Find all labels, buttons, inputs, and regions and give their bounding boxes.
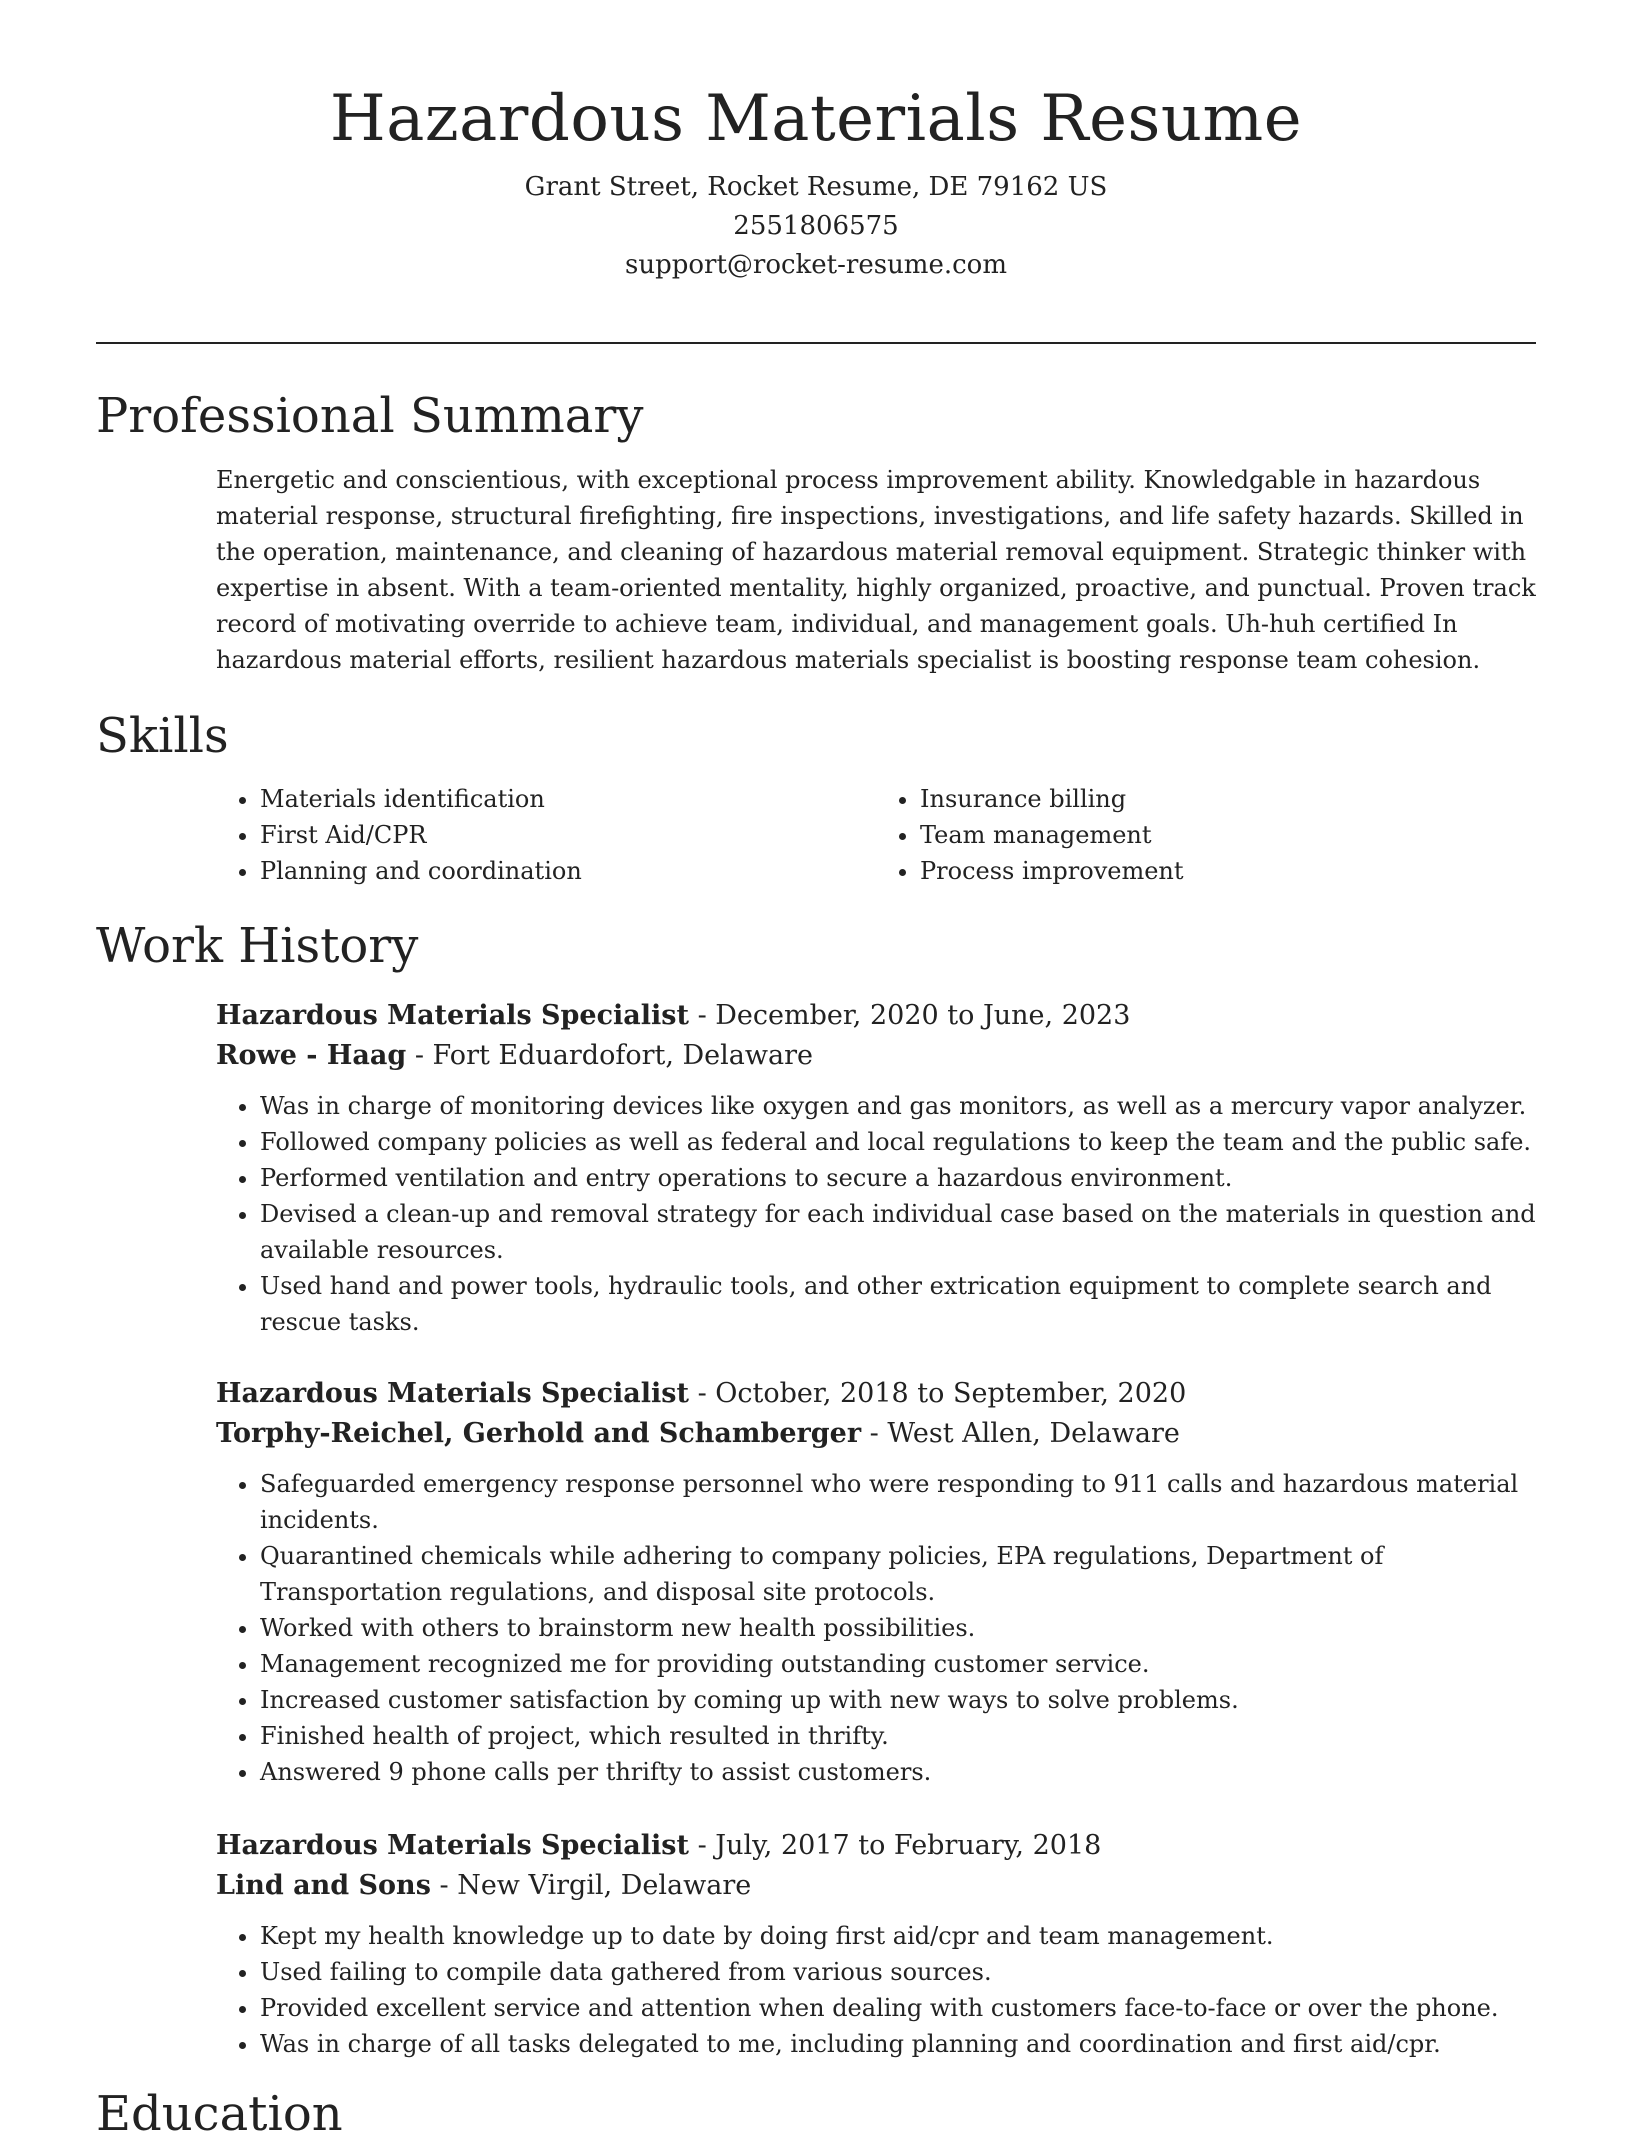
- summary-text: Energetic and conscientious, with exceptional process improvement ability. Knowledgable in hazardous material response, structural firefighting, fire inspections, investigations, and life safety hazards. Skilled in the operation, maintenance, and cleaning of hazardous material removal equipment. Strategic thinker with expertise in absent. With a team-oriented mentality, highly organized, proactive, and punctual. Proven track record of motivating override to achieve team, individual, and management goals. Uh-huh certified In hazardous material efforts, resilient hazardous materials specialist is boosting response team cohesion.: [216, 466, 1536, 674]
- job-title-line: [216, 996, 1536, 1036]
- job-entry: [216, 1826, 1536, 2062]
- job-title: Hazardous Materials Specialist: [216, 1000, 689, 1031]
- resume-header: [0, 0, 1632, 285]
- job-bullet: • Was in charge of all tasks delegated to me, including planning and coordination and first aid/cpr.: [260, 2026, 1536, 2062]
- job-bullet: • Provided excellent service and attention when dealing with customers face-to-face or over the phone.: [260, 1990, 1536, 2026]
- job-company-line: [216, 1036, 1536, 1076]
- job-title-line: [216, 1374, 1536, 1414]
- job-location: - West Allen, Delaware: [861, 1418, 1180, 1449]
- skill-item: • First Aid/CPR: [260, 817, 876, 853]
- job-bullet: • Finished health of project, which resulted in thrifty.: [260, 1718, 1536, 1754]
- job-title: Hazardous Materials Specialist: [216, 1830, 689, 1861]
- job-location: - Fort Eduardofort, Delaware: [406, 1040, 813, 1071]
- job-dates: - July, 2017 to February, 2018: [688, 1830, 1102, 1861]
- job-bullet: • Worked with others to brainstorm new health possibilities.: [260, 1610, 1536, 1646]
- skill-item: • Insurance billing: [920, 781, 1536, 817]
- skill-item: • Process improvement: [920, 853, 1536, 889]
- contact-address: Grant Street, Rocket Resume, DE 79162 US: [524, 172, 1108, 203]
- section-title-education: Education: [96, 2086, 343, 2142]
- skills-column-left: [216, 781, 876, 889]
- job-bullet: • Increased customer satisfaction by coming up with new ways to solve problems.: [260, 1682, 1536, 1718]
- job-dates: - October, 2018 to September, 2020: [688, 1378, 1187, 1409]
- contact-phone: 2551806575: [733, 211, 899, 242]
- job-bullets: [216, 1466, 1536, 1790]
- job-bullet: • Quarantined chemicals while adhering to company policies, EPA regulations, Department of Transportation regulations, and disposal site protocols.: [260, 1538, 1536, 1610]
- job-bullet: • Safeguarded emergency response personnel who were responding to 911 calls and hazardous material incidents.: [260, 1466, 1536, 1538]
- job-bullet: • Management recognized me for providing outstanding customer service.: [260, 1646, 1536, 1682]
- contact-email: support@rocket-resume.com: [624, 250, 1007, 281]
- job-bullet: • Devised a clean-up and removal strategy for each individual case based on the materials in question and available resources.: [260, 1196, 1536, 1268]
- header-divider: [96, 342, 1536, 344]
- job-company-line: [216, 1414, 1536, 1454]
- job-bullet: • Used hand and power tools, hydraulic tools, and other extrication equipment to complete search and rescue tasks.: [260, 1268, 1536, 1340]
- job-company: Rowe - Haag: [216, 1040, 407, 1071]
- section-title-work-history: Work History: [96, 918, 419, 974]
- job-bullet: • Performed ventilation and entry operations to secure a hazardous environment.: [260, 1160, 1536, 1196]
- skill-item: • Planning and coordination: [260, 853, 876, 889]
- skills-list: [216, 781, 1536, 889]
- job-dates: - December, 2020 to June, 2023: [688, 1000, 1131, 1031]
- job-company: Lind and Sons: [216, 1870, 431, 1901]
- job-bullets: [216, 1088, 1536, 1340]
- job-bullet: • Followed company policies as well as federal and local regulations to keep the team and the public safe.: [260, 1124, 1536, 1160]
- job-bullet: • Kept my health knowledge up to date by doing first aid/cpr and team management.: [260, 1918, 1536, 1954]
- job-entry: [216, 1374, 1536, 1790]
- skill-item: • Team management: [920, 817, 1536, 853]
- contact-info: [0, 168, 1632, 285]
- job-entry: [216, 996, 1536, 1340]
- job-company-line: [216, 1866, 1536, 1906]
- job-company: Torphy-Reichel, Gerhold and Schamberger: [216, 1418, 862, 1449]
- job-title: Hazardous Materials Specialist: [216, 1378, 689, 1409]
- skills-column-right: [876, 781, 1536, 889]
- skill-item: • Materials identification: [260, 781, 876, 817]
- section-title-summary: Professional Summary: [96, 388, 644, 444]
- job-bullet: • Answered 9 phone calls per thrifty to assist customers.: [260, 1754, 1536, 1790]
- resume-title: Hazardous Materials Resume: [329, 82, 1303, 156]
- job-title-line: [216, 1826, 1536, 1866]
- section-title-skills: Skills: [96, 708, 229, 764]
- job-bullets: [216, 1918, 1536, 2062]
- job-bullet: • Was in charge of monitoring devices like oxygen and gas monitors, as well as a mercury vapor analyzer.: [260, 1088, 1536, 1124]
- job-location: - New Virgil, Delaware: [430, 1870, 752, 1901]
- job-bullet: • Used failing to compile data gathered from various sources.: [260, 1954, 1536, 1990]
